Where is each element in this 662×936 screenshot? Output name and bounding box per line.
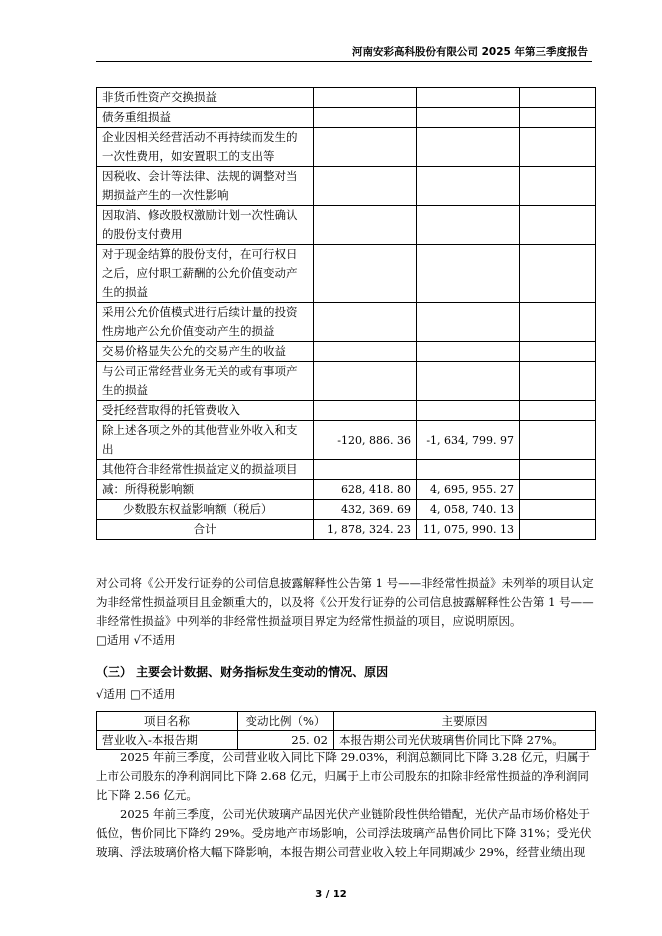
row-value-ytd: [417, 88, 520, 108]
row-value-current: [314, 342, 417, 362]
row-label: 与公司正常经营业务无关的或有事项产生的损益: [97, 362, 314, 401]
row-value-current: 1, 878, 324. 23: [314, 520, 417, 540]
table-row: [97, 401, 596, 421]
row-label: 企业因相关经营活动不再持续而发生的一次性费用，如安置职工的支出等: [97, 128, 314, 167]
table-row: [97, 421, 596, 460]
row-note: [520, 245, 596, 303]
report-header: 河南安彩高科股份有限公司 2025 年第三季度报告: [351, 46, 588, 58]
row-value-current: [314, 167, 417, 206]
row-note: [520, 421, 596, 460]
row-note: [520, 206, 596, 245]
row-value-ytd: [417, 303, 520, 342]
header-reason: 主要原因: [334, 712, 596, 731]
section-3-title: （三） 主要会计数据、财务指标发生变动的情况、原因: [96, 665, 389, 679]
row-value-ytd: [417, 108, 520, 128]
table-row: [97, 362, 596, 401]
row-label: 因税收、会计等法律、法规的调整对当期损益产生的一次性影响: [97, 167, 314, 206]
section-3-options: √适用 □不适用: [96, 687, 176, 701]
row-label: 因取消、修改股权激励计划一次性确认的股份支付费用: [97, 206, 314, 245]
body-paragraph-1: 2025 年前三季度，公司营业收入同比下降 29.03%，利润总额同比下降 3.28 亿元，归属于上市公司股东的净利润同比下降 2.68 亿元，归属于上市公司股东的扣除非经常性损益的净利润同比下降 2.56 亿元。: [96, 750, 590, 802]
table-row: [97, 731, 596, 750]
row-label: 债务重组损益: [97, 108, 314, 128]
page-number: 3 / 12: [315, 889, 347, 900]
table-row: [97, 303, 596, 342]
row-value-current: [314, 460, 417, 480]
table-row: [97, 500, 596, 520]
body-paragraph-2: 2025 年前三季度，公司光伏玻璃产品因光伏产业链阶段性供给错配，光伏产品市场价格处于低位，售价同比下降约 29%。受房地产市场影响，公司浮法玻璃产品售价同比下降 31%；受光伏玻璃、浮法玻璃价格大幅下降影响，本报告期公司营业收入较上年同期减少 29%，经营业绩出现: [96, 807, 592, 859]
row-value-ytd: [417, 362, 520, 401]
row-label: 少数股东权益影响额（税后）: [97, 500, 314, 520]
row-value-current: 628, 418. 80: [314, 480, 417, 500]
row-value-current: 432, 369. 69: [314, 500, 417, 520]
table-row: [97, 342, 596, 362]
note-paragraph: [96, 574, 596, 650]
row-value-ytd: [417, 128, 520, 167]
table-row: [97, 128, 596, 167]
table-row: [97, 206, 596, 245]
row-label: 对于现金结算的股份支付，在可行权日之后，应付职工薪酬的公允价值变动产生的损益: [97, 245, 314, 303]
row-note: [520, 128, 596, 167]
table-row: [97, 88, 596, 108]
row-value-ytd: [417, 342, 520, 362]
row-label: 交易价格显失公允的交易产生的收益: [97, 342, 314, 362]
row-note: [520, 362, 596, 401]
row-value-current: [314, 88, 417, 108]
row-note: [520, 520, 596, 540]
row-value-current: [314, 206, 417, 245]
row-value-current: [314, 245, 417, 303]
row-ratio: 25. 02: [238, 731, 334, 750]
header-item-name: 项目名称: [97, 712, 238, 731]
row-value-ytd: 4, 058, 740. 13: [417, 500, 520, 520]
non-recurring-items-table: [96, 87, 596, 540]
row-note: [520, 303, 596, 342]
row-reason: 本报告期公司光伏玻璃售价同比下降 27%。: [334, 731, 596, 750]
row-value-ytd: [417, 460, 520, 480]
row-note: [520, 480, 596, 500]
row-value-current: [314, 303, 417, 342]
row-value-current: [314, 401, 417, 421]
row-value-current: [314, 108, 417, 128]
row-value-ytd: [417, 401, 520, 421]
header-ratio: 变动比例（%）: [238, 712, 334, 731]
row-value-current: [314, 362, 417, 401]
row-label: 采用公允价值模式进行后续计量的投资性房地产公允价值变动产生的损益: [97, 303, 314, 342]
row-label: 受托经营取得的托管费收入: [97, 401, 314, 421]
table-row: [97, 167, 596, 206]
row-label: 非货币性资产交换损益: [97, 88, 314, 108]
row-label: 其他符合非经常性损益定义的损益项目: [97, 460, 314, 480]
row-value-current: -120, 886. 36: [314, 421, 417, 460]
row-note: [520, 500, 596, 520]
row-label: 除上述各项之外的其他营业外收入和支出: [97, 421, 314, 460]
note-text: 对公司将《公开发行证券的公司信息披露解释性公告第 1 号——非经常性损益》未列举的项目认定为非经常性损益项目且金额重大的，以及将《公开发行证券的公司信息披露解释性公告第 1 号——非经常性损益》中列举的非经常性损益项目界定为经常性损益的项目，应说明原因。: [96, 576, 594, 628]
body-text: [96, 748, 596, 862]
row-value-ytd: [417, 245, 520, 303]
header-divider: [96, 61, 592, 62]
table-row: [97, 520, 596, 540]
row-note: [520, 167, 596, 206]
row-value-ytd: [417, 167, 520, 206]
row-label: 合计: [97, 520, 314, 540]
row-value-ytd: 11, 075, 990. 13: [417, 520, 520, 540]
row-value-ytd: 4, 695, 955. 27: [417, 480, 520, 500]
row-note: [520, 401, 596, 421]
row-value-current: [314, 128, 417, 167]
row-note: [520, 342, 596, 362]
row-note: [520, 108, 596, 128]
table-row: [97, 245, 596, 303]
table-row: [97, 108, 596, 128]
table-row: [97, 480, 596, 500]
row-item-name: 营业收入-本报告期: [97, 731, 238, 750]
table-header-row: [97, 712, 596, 731]
table-row: [97, 460, 596, 480]
change-reason-table: [96, 711, 596, 750]
row-value-ytd: -1, 634, 799. 97: [417, 421, 520, 460]
row-label: 减：所得税影响额: [97, 480, 314, 500]
row-value-ytd: [417, 206, 520, 245]
note-options: □适用 √不适用: [96, 633, 176, 647]
row-note: [520, 460, 596, 480]
row-note: [520, 88, 596, 108]
